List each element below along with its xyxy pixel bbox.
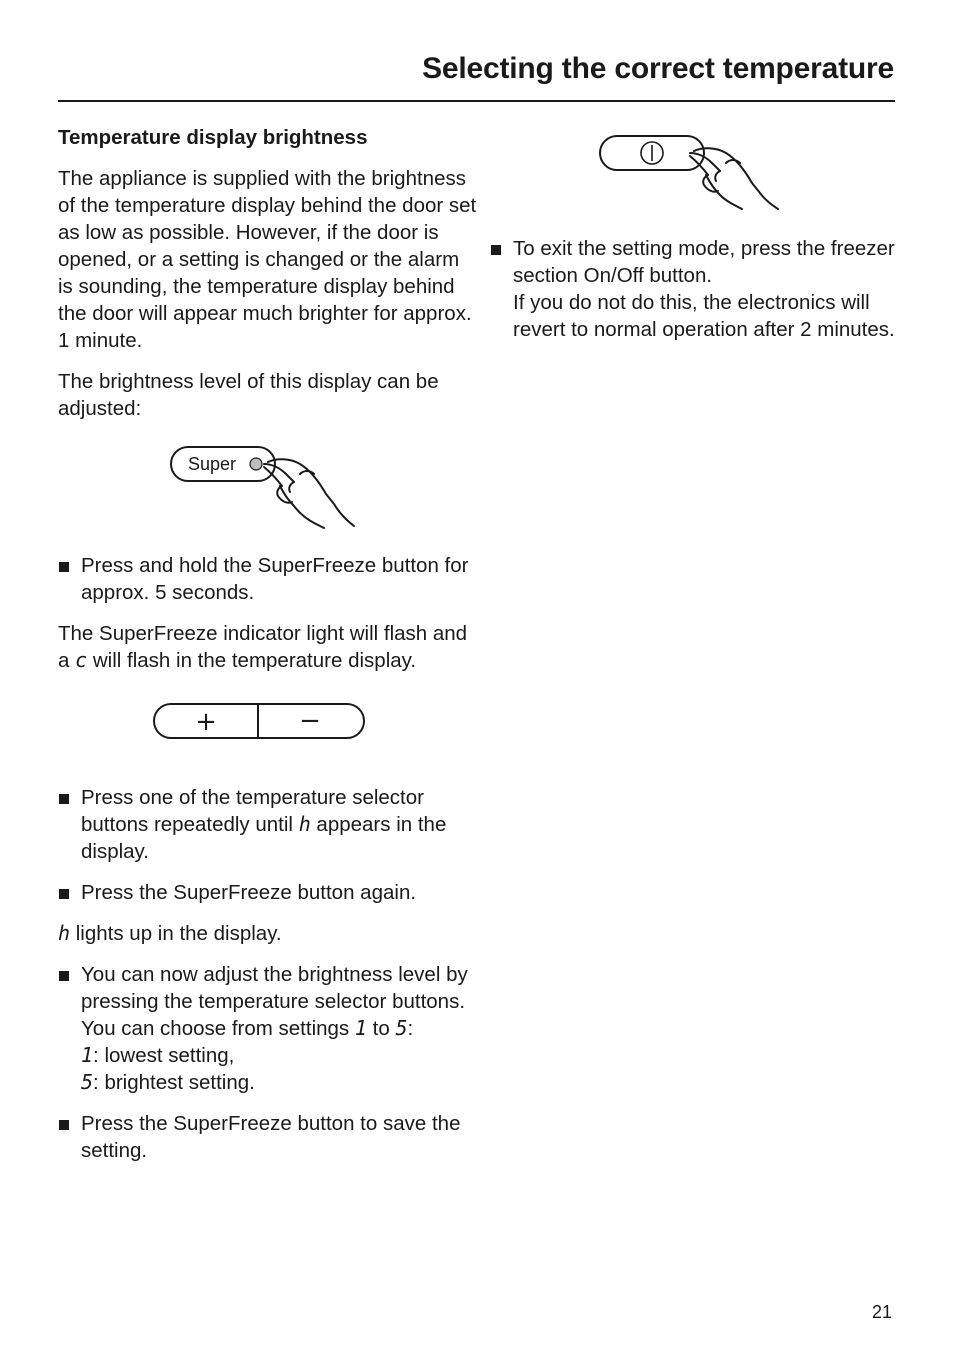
segment-symbol: 1 <box>354 1016 367 1040</box>
list-item: Press one of the temperature selector buttons repeatedly until h appears in the display. <box>58 784 478 865</box>
title-rule <box>58 100 895 102</box>
pressing-hand-icon <box>690 148 778 209</box>
pressing-hand-icon <box>264 459 354 528</box>
minus-button-label: − <box>299 706 321 736</box>
page-title: Selecting the correct temperature <box>422 52 894 85</box>
segment-symbol: 5 <box>395 1016 408 1040</box>
list-item: To exit the setting mode, press the freezer section On/Off button. If you do not do this, the electronics will revert to normal operation after 2 minutes. <box>490 235 900 343</box>
intro-paragraph: The appliance is supplied with the brightness of the temperature display behind the door set as low as possible. However, if the door is opened, or a setting is changed or the alarm is sounding, the temperature display behind the door will appear much brighter for approx. 1 minute. <box>58 167 477 352</box>
list-item: You can now adjust the brightness level by pressing the temperature selector buttons. You can choose from settings 1 to 5: 1: lowest setting, 5: brightest setting. <box>58 961 478 1096</box>
list-item: Press the SuperFreeze button again. <box>58 879 478 906</box>
super-button-illustration <box>168 444 368 532</box>
right-column <box>490 235 900 357</box>
indicator-paragraph: The SuperFreeze indicator light will flash and a c will flash in the temperature display. <box>58 622 468 672</box>
adjust-paragraph: The brightness level of this display can be adjusted: <box>58 370 439 420</box>
plus-minus-illustration <box>152 702 368 742</box>
bullet-icon <box>59 971 69 981</box>
segment-symbol: h <box>58 921 71 945</box>
bullet-icon <box>59 889 69 899</box>
page-number: 21 <box>871 1302 892 1322</box>
segment-symbol: h <box>298 812 311 836</box>
plus-button-label: + <box>195 707 217 737</box>
bullet-icon <box>59 794 69 804</box>
segment-symbol: 5 <box>81 1070 94 1094</box>
section-heading: Temperature display brightness <box>58 126 368 149</box>
bullet-icon <box>59 1120 69 1130</box>
list-item: Press the SuperFreeze button to save the setting. <box>58 1110 478 1164</box>
segment-symbol: c <box>75 648 88 672</box>
bullet-icon <box>59 562 69 572</box>
onoff-button-illustration <box>598 133 788 215</box>
lights-up-paragraph: h lights up in the display. <box>58 921 282 945</box>
list-item: Press and hold the SuperFreeze button for approx. 5 seconds. <box>58 552 478 606</box>
left-column <box>58 124 478 1178</box>
super-button-label: Super <box>188 454 237 474</box>
bullet-icon <box>491 245 501 255</box>
segment-symbol: 1 <box>81 1043 94 1067</box>
